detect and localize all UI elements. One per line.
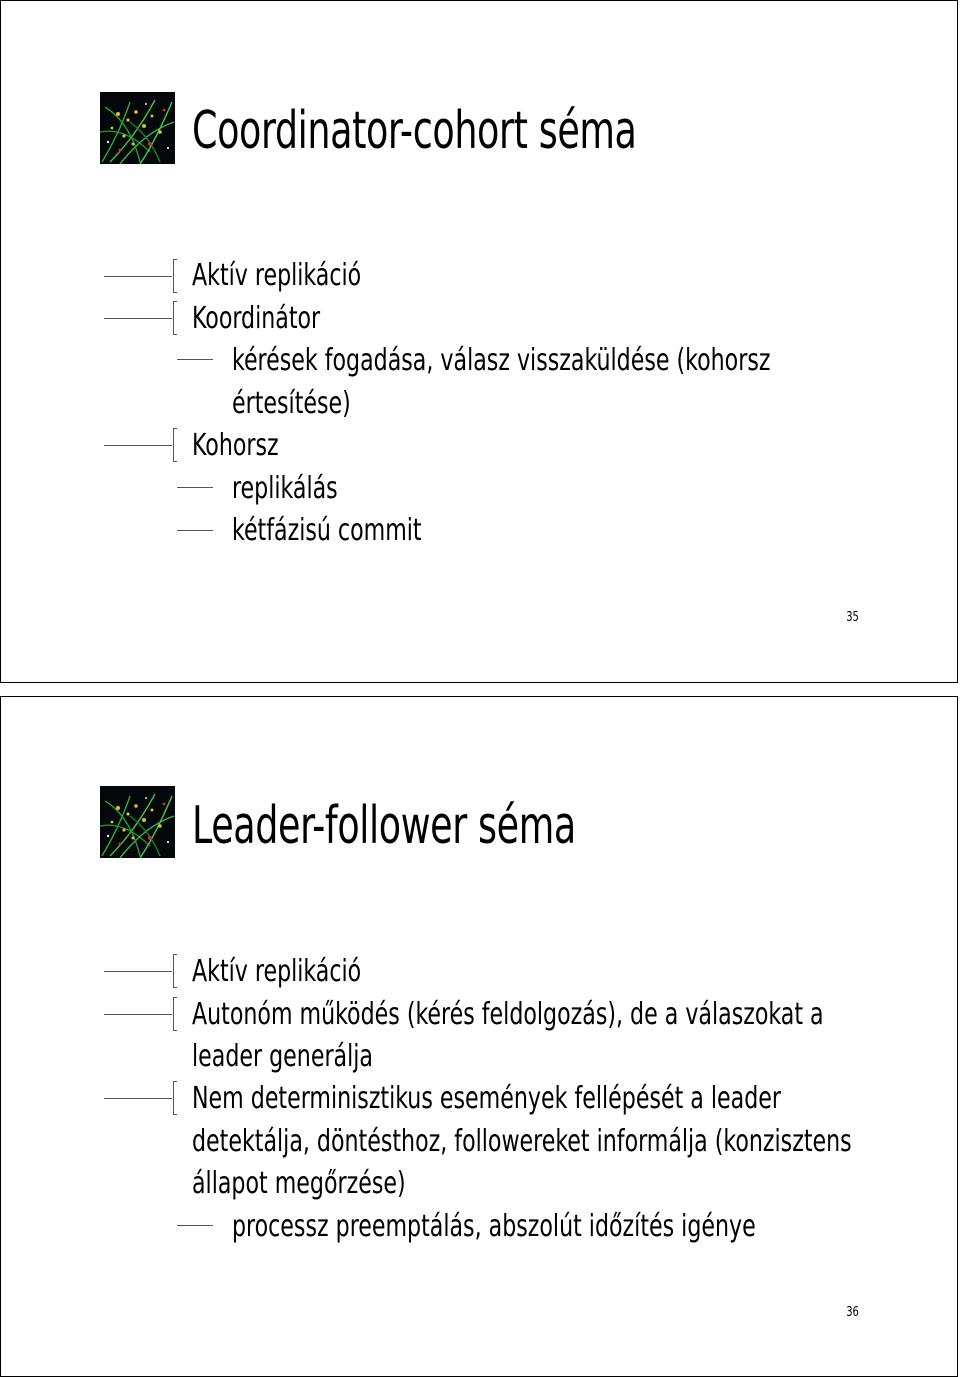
page-number: 36 [846,1305,859,1320]
bullet-marker-level1 [104,1081,176,1115]
slide-36 [0,696,958,1377]
bullet-text: processz preemptálás, abszolút időzítés igénye [232,1209,756,1244]
bullet-text: Nem determinisztikus események fellépését a leader [192,1081,781,1116]
fern-logo-image [100,92,175,164]
bullet-marker-level2 [177,487,213,488]
bullet-marker-level1 [104,259,176,293]
bullet-text-continuation: értesítése) [232,386,351,421]
bullet-text-continuation: leader generálja [192,1039,373,1074]
slide-title: Leader-follower séma [192,796,576,856]
bullet-text: Koordinátor [192,301,321,336]
bullet-text: kétfázisú commit [232,513,422,548]
bullet-marker-level1 [104,954,176,988]
bullet-marker-level1 [104,428,176,462]
bullet-text: Aktív replikáció [192,954,362,989]
bullet-text-continuation: állapot megőrzése) [192,1166,406,1201]
bullet-marker-level1 [104,301,176,335]
bullet-text: replikálás [232,471,338,506]
slide-35 [0,0,958,683]
bullet-text: Kohorsz [192,428,279,463]
bullet-marker-level2 [177,530,213,531]
fern-logo-image [100,786,175,858]
slide-title: Coordinator-cohort séma [192,101,637,161]
bullet-text: kérések fogadása, válasz visszaküldése (kohorsz [232,343,771,378]
bullet-marker-level2 [177,1225,213,1226]
bullet-marker-level1 [104,997,176,1031]
bullet-text: Aktív replikáció [192,258,362,293]
bullet-text-continuation: detektálja, döntésthoz, followereket informálja (konzisztens [192,1124,852,1159]
page-number: 35 [846,610,859,625]
bullet-text: Autonóm működés (kérés feldolgozás), de a válaszokat a [192,997,824,1032]
bullet-marker-level2 [177,359,213,360]
